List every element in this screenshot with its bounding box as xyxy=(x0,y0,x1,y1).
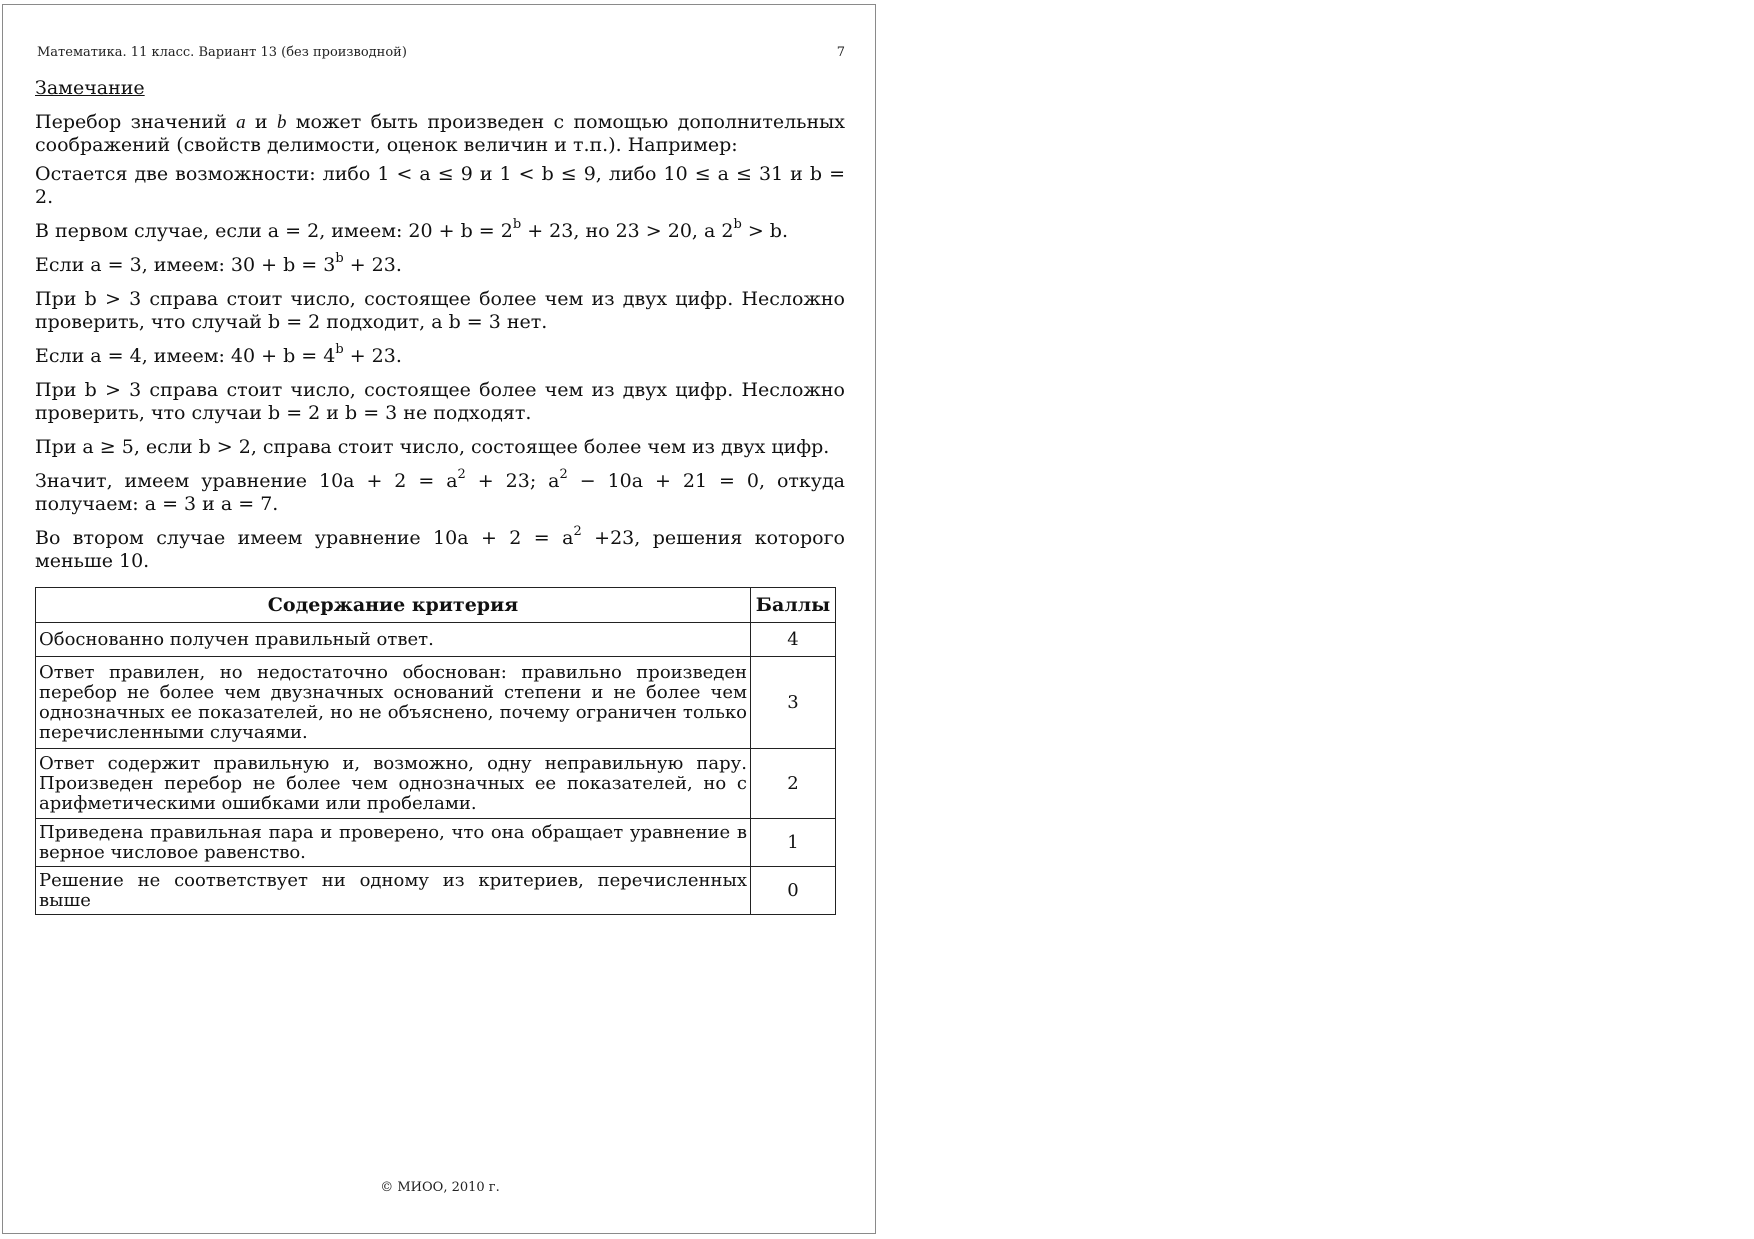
table-header-row xyxy=(36,588,836,623)
note-intro: Перебор значений a и b может быть произведен с помощью дополнительных соображений (свойств делимости, оценок величин и т.п.). Например: xyxy=(35,111,845,156)
score-cell: 3 xyxy=(751,657,836,749)
criterion-cell: Решение не соответствует ни одному из критериев, перечисленных выше xyxy=(36,867,751,915)
table-row xyxy=(36,623,836,657)
note-line-4: При b > 3 справа стоит число, состоящее более чем из двух цифр. Несложно проверить, что случай b = 2 подходит, а b = 3 нет. xyxy=(35,288,845,333)
criterion-cell: Ответ правилен, но недостаточно обоснован: правильно произведен перебор не более чем двузначных оснований степени и не более чем однозначных ее показателей, но не объяснено, почему ограничен только перечисленными случаями. xyxy=(36,657,751,749)
score-cell: 2 xyxy=(751,749,836,819)
note-line-5: Если a = 4, имеем: $40 + b = 4^b + 23$. xyxy=(35,341,402,367)
column-header-criterion: Содержание критерия xyxy=(36,588,751,623)
header-title: Математика. 11 класс. Вариант 13 (без производной) xyxy=(37,45,407,60)
page-header xyxy=(37,45,845,60)
note-line-6: При b > 3 справа стоит число, состоящее более чем из двух цифр. Несложно проверить, что случаи b = 2 и b = 3 не подходят. xyxy=(35,379,845,424)
note-title: Замечание xyxy=(35,77,145,99)
note-line-8: Значит, имеем уравнение $10a + 2 = a^2 + 23$; $a^2 - 10a + 21 = 0$, откуда получаем: a = 3 и a = 7. xyxy=(35,466,845,515)
table-row xyxy=(36,749,836,819)
note-line-3: Если a = 3, имеем: $30 + b = 3^b + 23$. xyxy=(35,250,402,276)
score-cell: 0 xyxy=(751,867,836,915)
table-row xyxy=(36,657,836,749)
page-footer: © МИОО, 2010 г. xyxy=(380,1180,500,1195)
note-line-9: Во втором случае имеем уравнение $10a + 2 = a^2 +23$, решения которого меньше 10. xyxy=(35,523,845,572)
column-header-score: Баллы xyxy=(751,588,836,623)
note-line-2: В первом случае, если a = 2, имеем: $20 + b = 2^b + 23$, но 23 > 20, а $2^b > b$. xyxy=(35,216,789,242)
criterion-cell: Обоснованно получен правильный ответ. xyxy=(36,623,751,657)
table-row xyxy=(36,819,836,867)
table-row xyxy=(36,867,836,915)
note-line-7: При a ≥ 5, если b > 2, справа стоит число, состоящее более чем из двух цифр. xyxy=(35,436,830,458)
criterion-cell: Приведена правильная пара и проверено, что она обращает уравнение в верное числовое равенство. xyxy=(36,819,751,867)
document-page xyxy=(2,4,876,1234)
page-number: 7 xyxy=(836,45,845,60)
solution-note xyxy=(35,76,845,584)
criterion-cell: Ответ содержит правильную и, возможно, одну неправильную пару. Произведен перебор не более чем однозначных ее показателей, но с арифметическими ошибками или пробелами. xyxy=(36,749,751,819)
note-line-1: Остается две возможности: либо 1 < a ≤ 9 и 1 < b ≤ 9, либо 10 ≤ a ≤ 31 и b = 2. xyxy=(35,163,845,208)
criteria-table xyxy=(35,587,836,915)
score-cell: 4 xyxy=(751,623,836,657)
score-cell: 1 xyxy=(751,819,836,867)
